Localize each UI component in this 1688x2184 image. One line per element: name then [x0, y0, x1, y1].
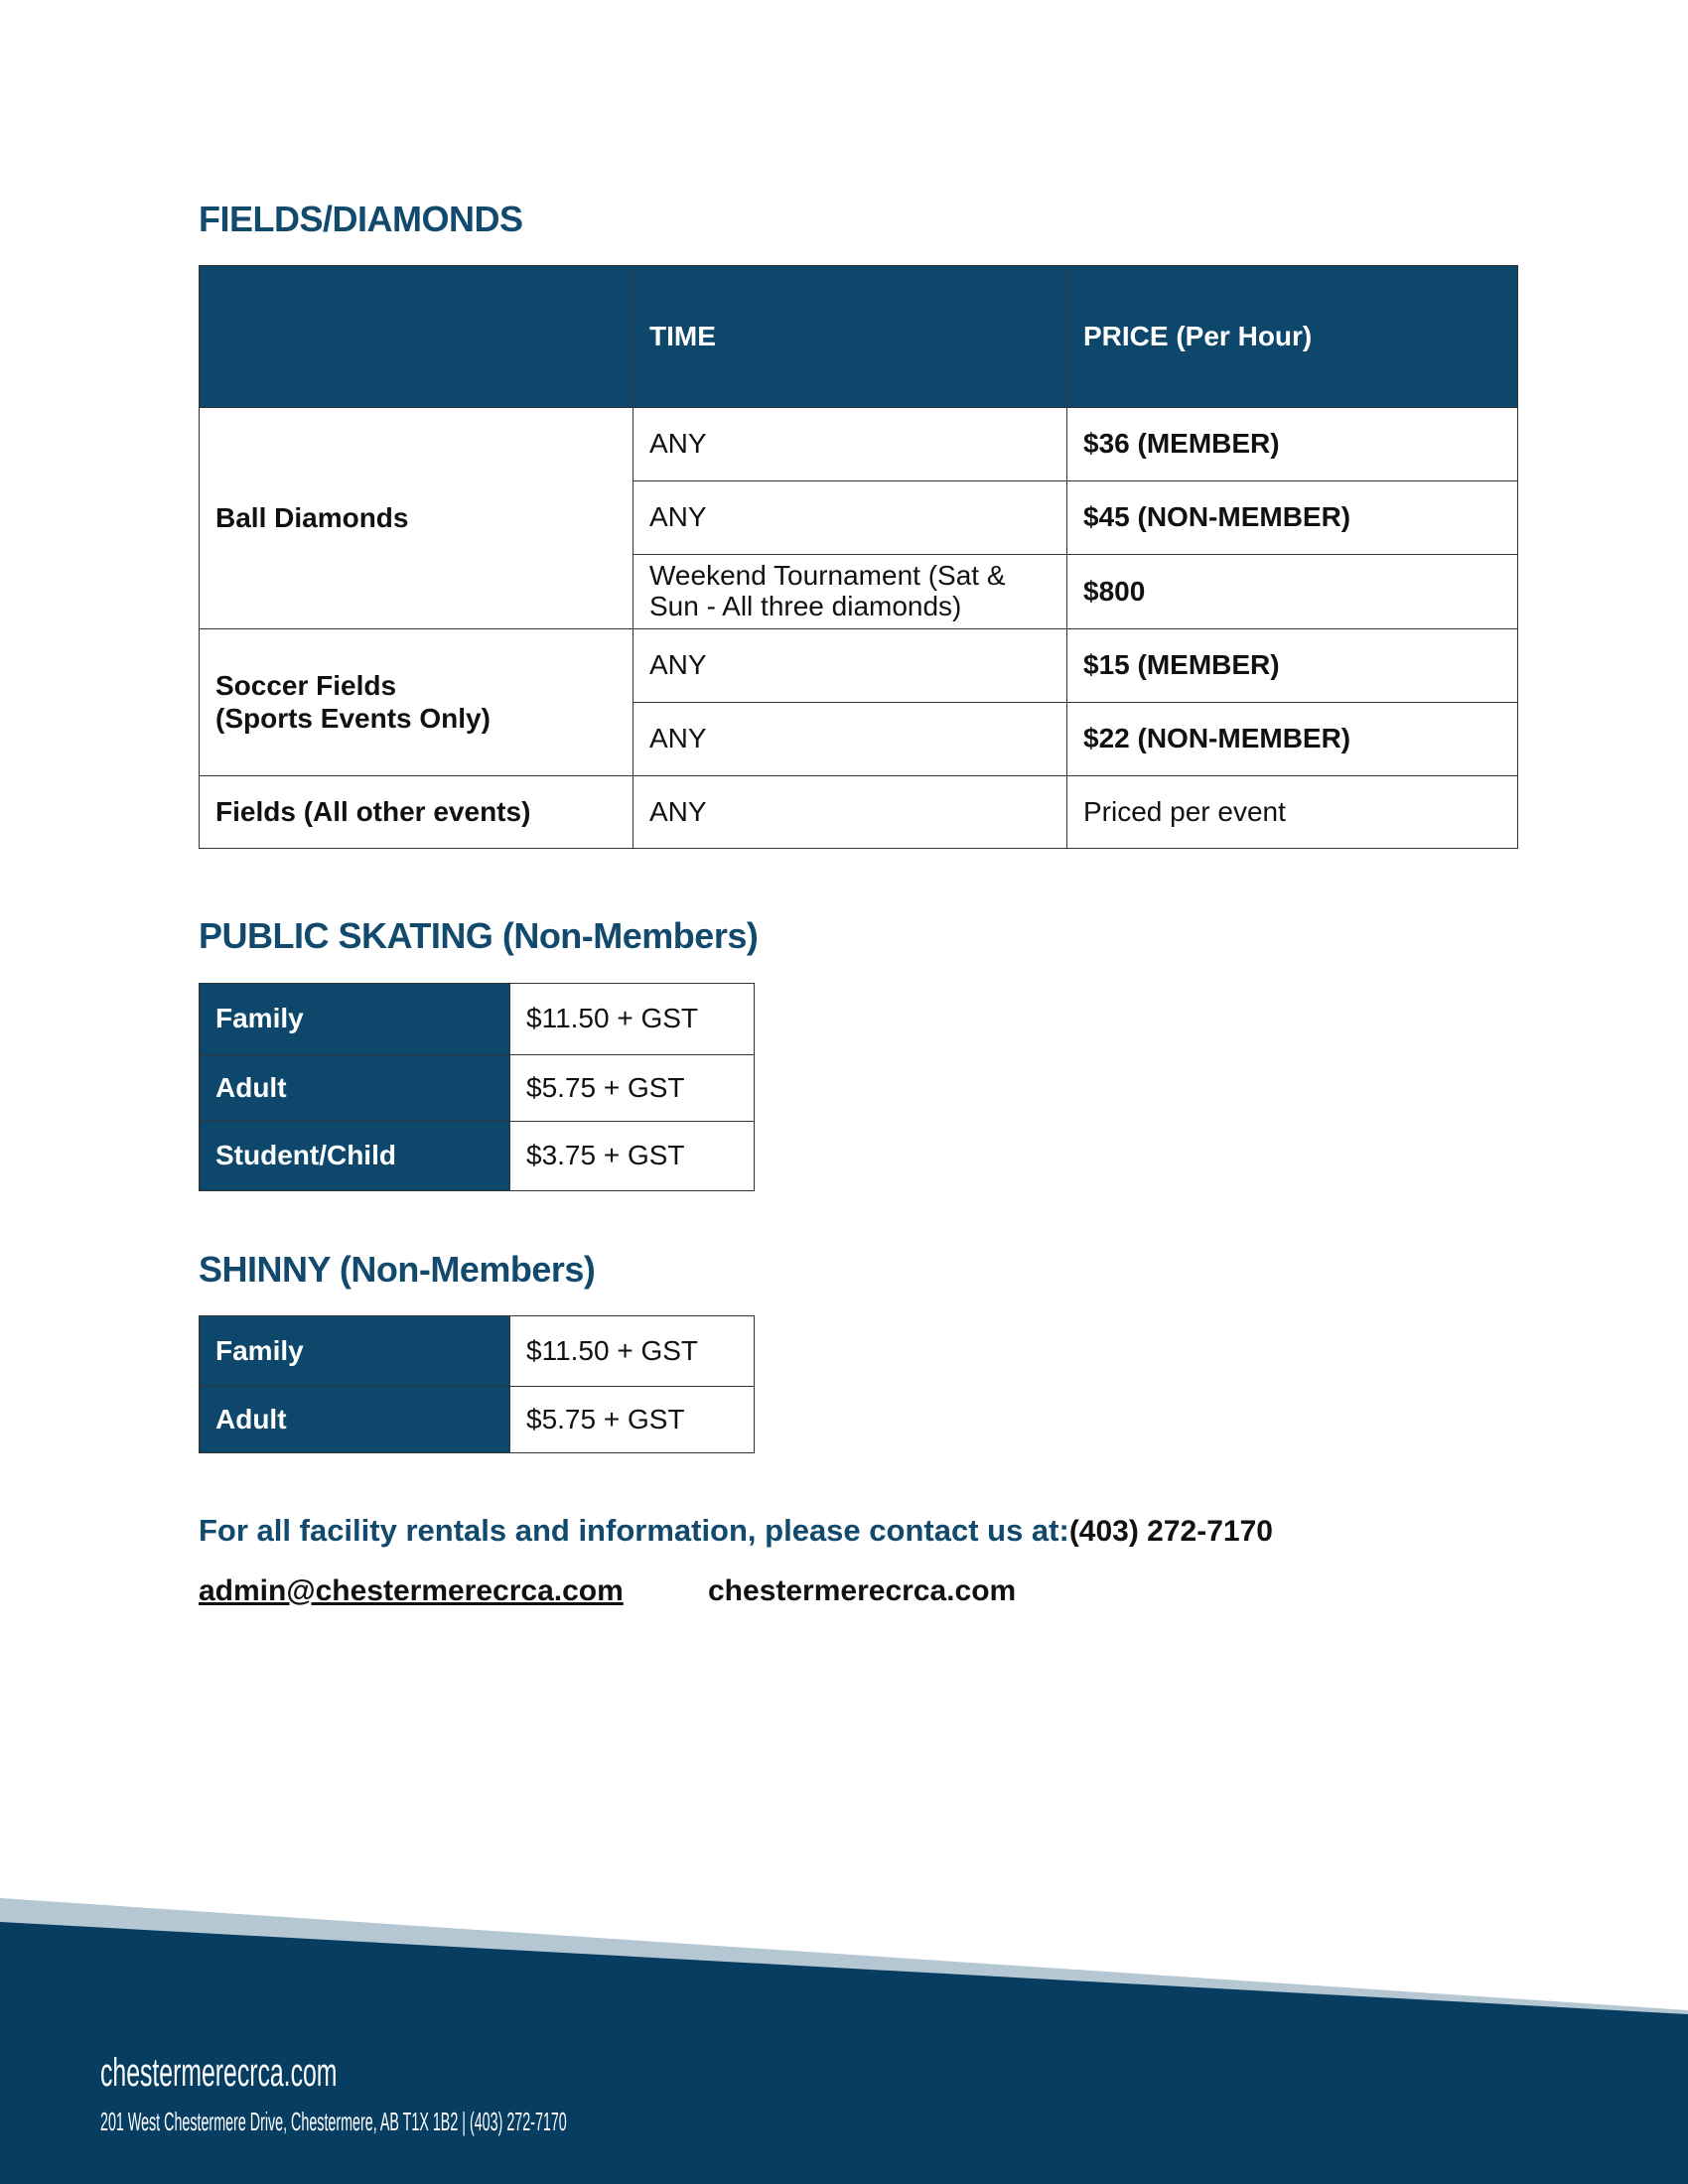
table-row [200, 984, 755, 1055]
time-cell: Weekend Tournament (Sat & Sun - All three diamonds) [633, 555, 1067, 629]
price-cell: $800 [1067, 555, 1518, 629]
price-cell: $22 (NON-MEMBER) [1067, 703, 1518, 776]
price-cell: $15 (MEMBER) [1067, 629, 1518, 703]
price-cell: Priced per event [1067, 776, 1518, 849]
table-row [200, 1122, 755, 1191]
price-cell: $45 (NON-MEMBER) [1067, 481, 1518, 555]
contact-line [199, 1513, 1273, 1549]
time-cell: ANY [633, 629, 1067, 703]
skating-table [199, 983, 755, 1191]
row-label: Adult [200, 1387, 510, 1453]
contact-phone: (403) 272-7170 [1068, 1515, 1273, 1548]
shinny-title: SHINNY (Non-Members) [199, 1249, 596, 1290]
table-row [200, 408, 1518, 481]
skating-title: PUBLIC SKATING (Non-Members) [199, 915, 759, 956]
row-label: Family [200, 984, 510, 1055]
row-label: Family [200, 1316, 510, 1387]
price-cell: $11.50 + GST [510, 984, 755, 1055]
price-cell: $36 (MEMBER) [1067, 408, 1518, 481]
row-label: Adult [200, 1055, 510, 1122]
shinny-table [199, 1315, 755, 1453]
price-cell: $5.75 + GST [510, 1387, 755, 1453]
footer-website: chestermerecrca.com [100, 2051, 338, 2095]
time-cell: ANY [633, 776, 1067, 849]
table-row [200, 1387, 755, 1453]
table-row [200, 776, 1518, 849]
website-link[interactable]: chestermerecrca.com [708, 1574, 1017, 1607]
row-label: Ball Diamonds [200, 408, 633, 629]
table-row [200, 1055, 755, 1122]
fields-title: FIELDS/DIAMONDS [199, 199, 523, 239]
price-cell: $5.75 + GST [510, 1055, 755, 1122]
price-cell: $3.75 + GST [510, 1122, 755, 1191]
contact-text: For all facility rentals and information, please contact us at: [199, 1513, 1069, 1548]
time-cell: ANY [633, 481, 1067, 555]
footer-address: 201 West Chestermere Drive, Chestermere, AB T1X 1B2 | (403) 272-7170 [100, 2107, 567, 2136]
row-label-line: (Sports Events Only) [215, 702, 491, 734]
header-price: PRICE (Per Hour) [1067, 266, 1518, 408]
table-header-row [200, 266, 1518, 408]
header-time: TIME [633, 266, 1067, 408]
table-row [200, 629, 1518, 703]
price-cell: $11.50 + GST [510, 1316, 755, 1387]
table-row [200, 1316, 755, 1387]
row-label: Fields (All other events) [200, 776, 633, 849]
email-link[interactable]: admin@chestermerecrca.com [199, 1574, 624, 1607]
row-label [200, 629, 633, 776]
header-cell [200, 266, 633, 408]
row-label-line: Soccer Fields [215, 670, 397, 702]
time-cell: ANY [633, 408, 1067, 481]
time-cell: ANY [633, 703, 1067, 776]
fields-table [199, 265, 1518, 849]
row-label: Student/Child [200, 1122, 510, 1191]
